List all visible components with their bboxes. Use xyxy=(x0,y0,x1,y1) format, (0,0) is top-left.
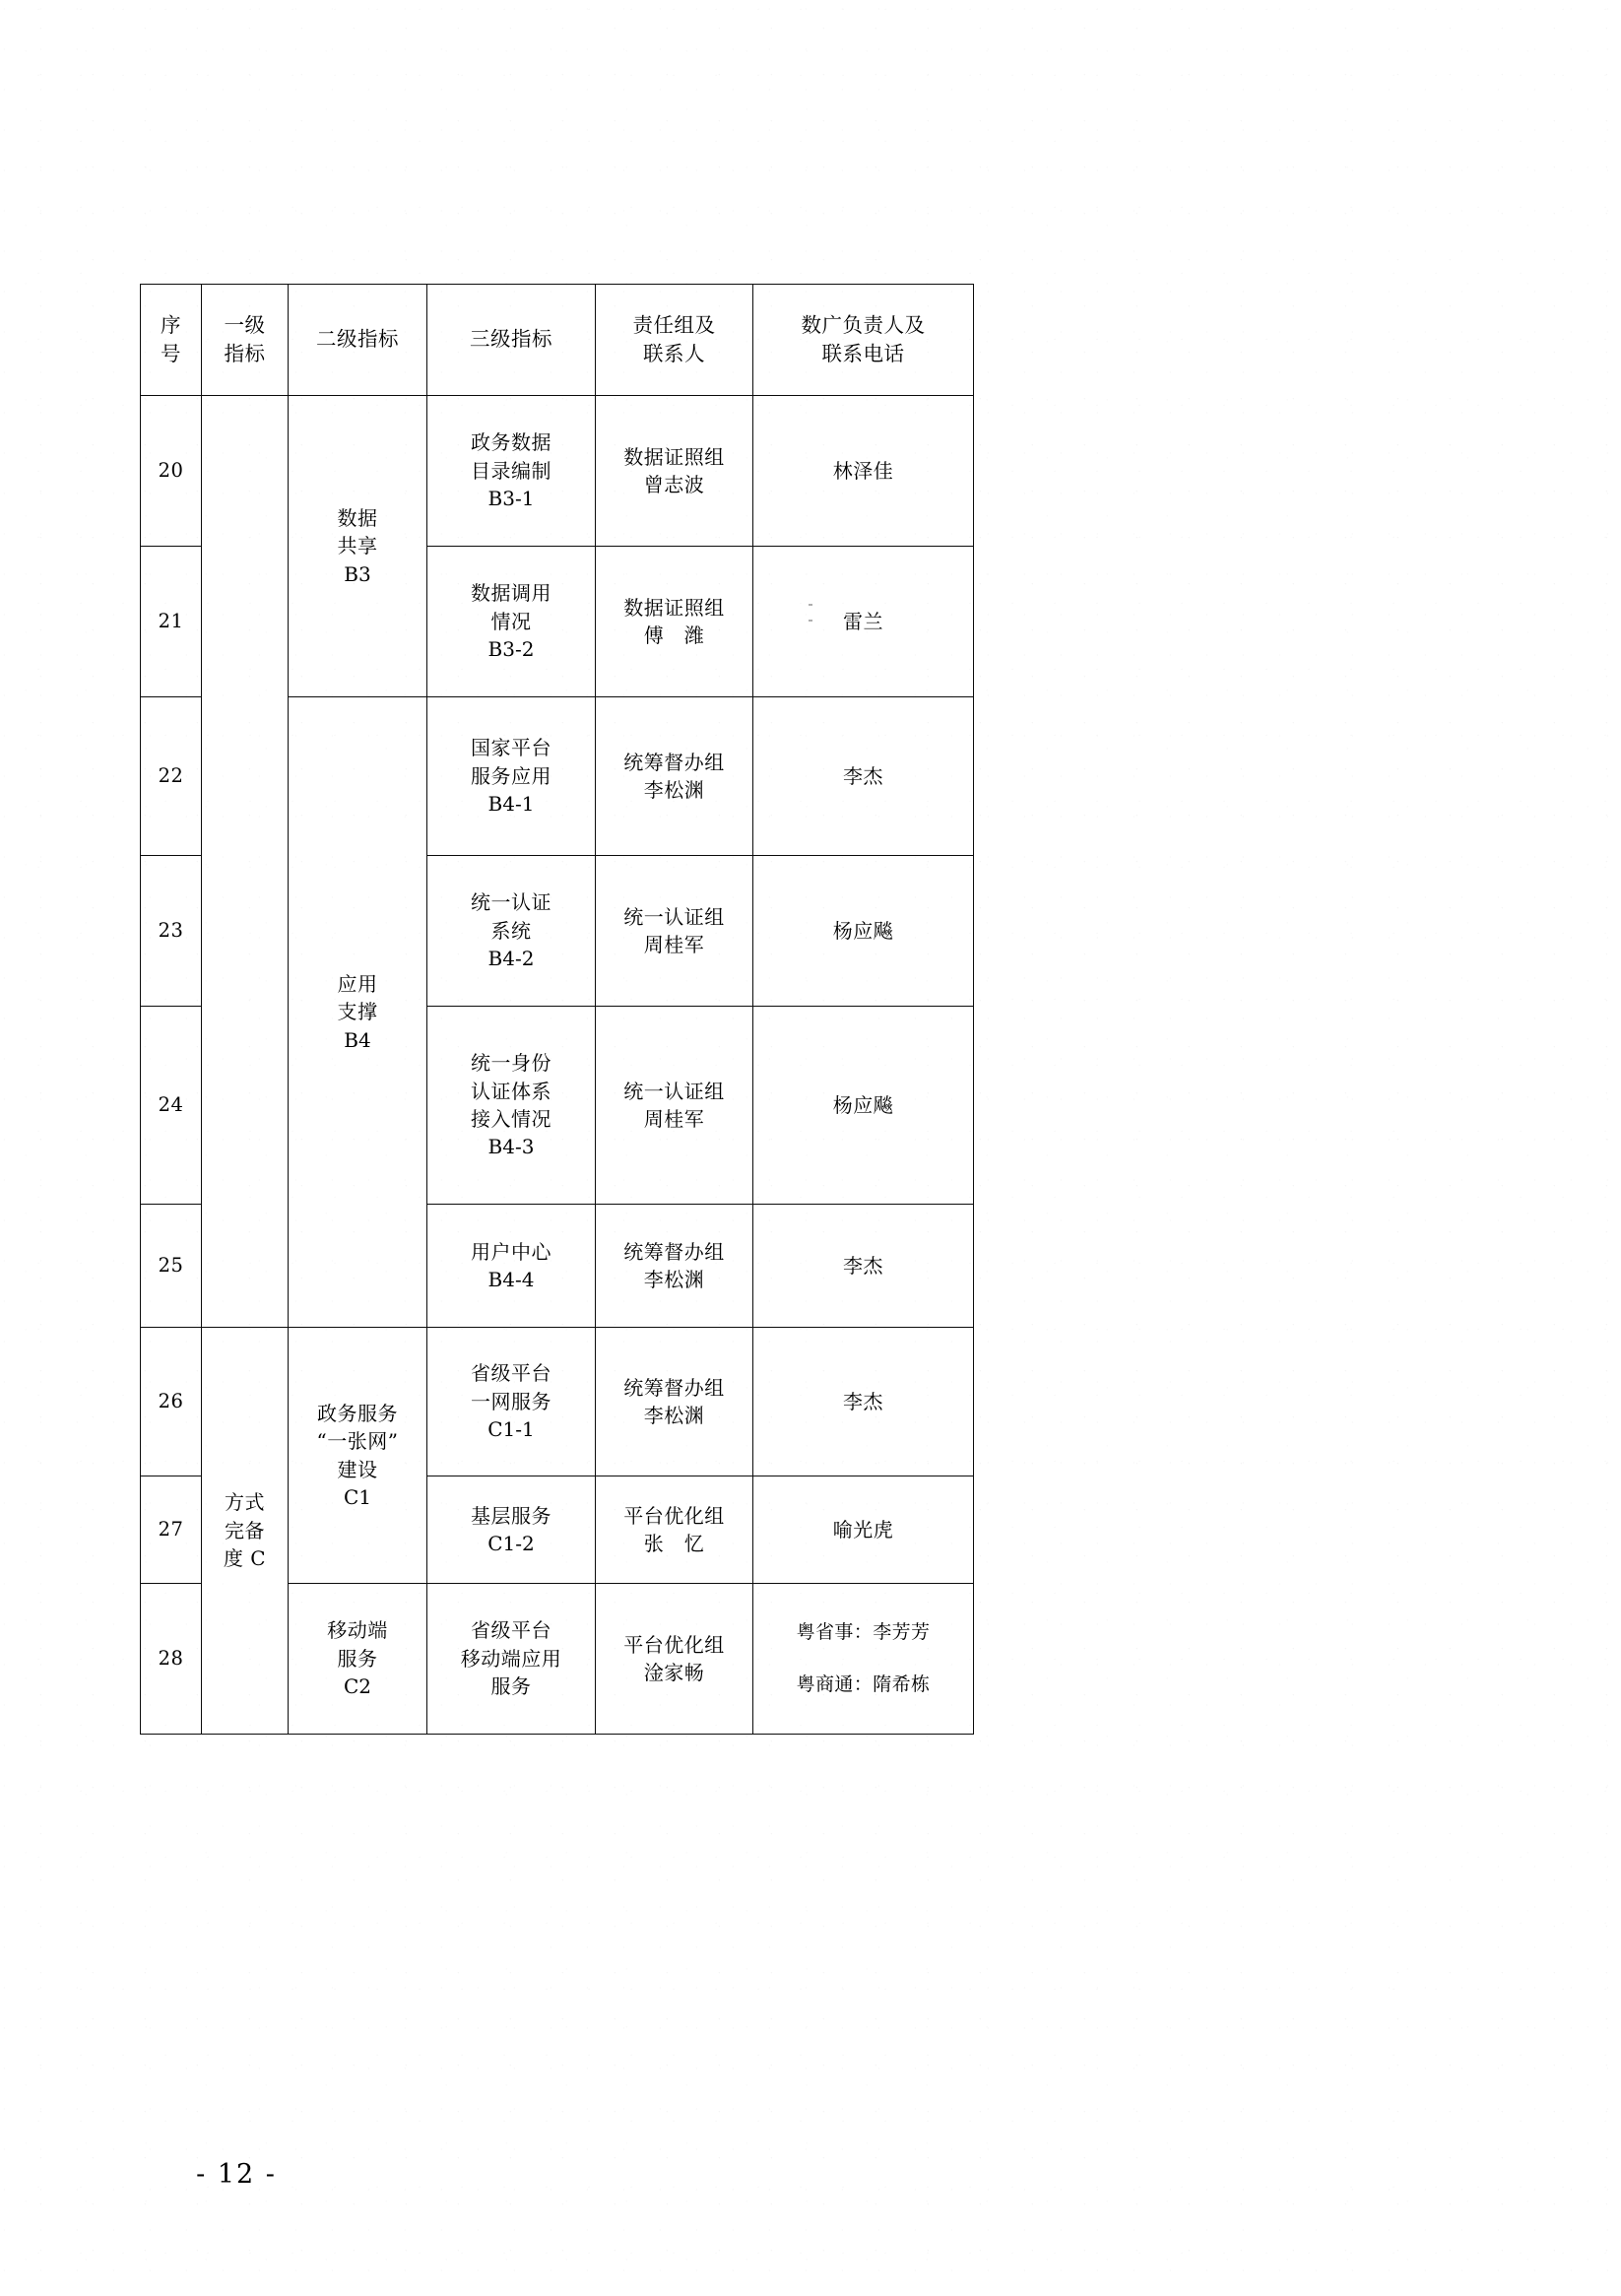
cell-team xyxy=(596,1328,753,1476)
cell-level3 xyxy=(427,1328,596,1476)
team-line-2: 曾志波 xyxy=(643,473,705,496)
level3-line-1: 省级平台 xyxy=(471,1361,551,1386)
level3-line-2: 情况 xyxy=(490,609,532,633)
cell-owner xyxy=(753,1007,974,1205)
team-line-2: 淦家畅 xyxy=(643,1661,705,1684)
page-number: - 12 - xyxy=(196,2159,277,2190)
cell-seq: 26 xyxy=(141,1328,202,1476)
cell-owner xyxy=(753,1205,974,1328)
level2-line-1: 政务服务 xyxy=(317,1401,398,1425)
level2-line-2: 服务 xyxy=(337,1646,378,1671)
level3-line-1: 政务数据 xyxy=(471,430,551,455)
owner-line-1: 杨应飚 xyxy=(832,918,894,943)
cell-seq: 24 xyxy=(141,1007,202,1205)
owner-line-2: 粤商通：隋希栋 xyxy=(796,1673,931,1695)
cell-level2 xyxy=(289,1584,427,1735)
team-line-1: 统筹督办组 xyxy=(623,1239,725,1264)
cell-owner xyxy=(753,396,974,547)
cell-team xyxy=(596,396,753,547)
cell-level1 xyxy=(202,1328,289,1735)
cell-level3 xyxy=(427,1476,596,1584)
cell-level3 xyxy=(427,1007,596,1205)
team-line-1: 统筹督办组 xyxy=(623,1375,725,1400)
cell-owner xyxy=(753,1476,974,1584)
table-row xyxy=(141,1328,974,1476)
team-line-1: 数据证照组 xyxy=(623,444,725,469)
cell-team xyxy=(596,697,753,856)
level3-code: B3-2 xyxy=(487,637,535,662)
header-level1-line-2: 指标 xyxy=(224,342,266,365)
level2-line-2: 支撑 xyxy=(337,1000,378,1024)
header-row xyxy=(141,285,974,396)
cell-team xyxy=(596,1584,753,1735)
level3-code: B4-2 xyxy=(487,947,535,971)
header-seq-line-1: 序 xyxy=(161,312,181,337)
cell-level2 xyxy=(289,1328,427,1584)
level1-line-1: 方式 xyxy=(225,1490,265,1515)
header-level3-line-1: 三级指标 xyxy=(470,327,552,352)
scan-artifact-speck xyxy=(809,604,811,625)
column-header-level3 xyxy=(427,285,596,396)
header-owner-line-2: 联系电话 xyxy=(821,342,905,365)
level3-code: C1-1 xyxy=(487,1417,535,1442)
cell-seq: 27 xyxy=(141,1476,202,1584)
cell-level3 xyxy=(427,697,596,856)
team-line-1: 统一认证组 xyxy=(623,904,725,929)
level3-line-2: 服务应用 xyxy=(471,763,551,788)
level3-line-1: 国家平台 xyxy=(471,736,551,760)
cell-seq: 21 xyxy=(141,547,202,697)
cell-level3 xyxy=(427,547,596,697)
level3-line-2: 一网服务 xyxy=(471,1389,551,1413)
table-row xyxy=(141,396,974,547)
team-line-2: 周桂军 xyxy=(643,933,705,956)
level2-line-2: 共享 xyxy=(337,534,378,558)
cell-level1-empty xyxy=(202,396,289,1328)
level3-line-3: 接入情况 xyxy=(471,1107,551,1131)
level3-code: C1-2 xyxy=(487,1532,535,1555)
level2-line-1: 数据 xyxy=(337,505,378,530)
cell-level3 xyxy=(427,856,596,1007)
level3-line-1: 基层服务 xyxy=(471,1503,551,1528)
column-header-level2 xyxy=(289,285,427,396)
cell-level3 xyxy=(427,1205,596,1328)
level3-line-2: 系统 xyxy=(490,918,532,943)
level2-code: B3 xyxy=(344,561,371,586)
team-line-2: 傅 潍 xyxy=(643,623,705,647)
owner-line-1: 粤省事：李芳芳 xyxy=(796,1621,931,1644)
cell-owner xyxy=(753,1328,974,1476)
team-line-1: 统一认证组 xyxy=(623,1079,725,1103)
level2-line-1: 移动端 xyxy=(327,1618,388,1643)
indicator-table xyxy=(140,284,974,1735)
cell-level3 xyxy=(427,1584,596,1735)
cell-owner xyxy=(753,856,974,1007)
cell-level2 xyxy=(289,396,427,697)
header-team-line-2: 联系人 xyxy=(643,342,705,365)
level3-line-2: 认证体系 xyxy=(471,1079,551,1103)
header-team-line-1: 责任组及 xyxy=(632,312,716,337)
header-level1-line-1: 一级 xyxy=(224,312,266,337)
owner-line-1: 李杰 xyxy=(843,1253,883,1278)
team-line-1: 平台优化组 xyxy=(623,1632,725,1657)
level2-line-3: 建设 xyxy=(337,1457,378,1481)
owner-line-1: 李杰 xyxy=(843,763,883,788)
cell-level2 xyxy=(289,697,427,1328)
owner-line-1: 雷兰 xyxy=(843,609,883,633)
team-line-1: 数据证照组 xyxy=(623,595,725,620)
level2-code: C2 xyxy=(343,1674,372,1699)
table-header xyxy=(141,285,974,396)
level3-line-1: 用户中心 xyxy=(471,1239,551,1264)
team-line-2: 李松渊 xyxy=(643,1268,705,1291)
level2-code: B4 xyxy=(344,1027,371,1052)
column-header-team xyxy=(596,285,753,396)
cell-owner xyxy=(753,547,974,697)
cell-seq: 20 xyxy=(141,396,202,547)
cell-team xyxy=(596,1007,753,1205)
level3-line-1: 统一身份 xyxy=(471,1051,551,1076)
column-header-level1 xyxy=(202,285,289,396)
level2-line-2: “一张网” xyxy=(316,1429,399,1454)
team-line-2: 李松渊 xyxy=(643,1404,705,1427)
level3-code: B4-4 xyxy=(487,1268,535,1291)
level2-code: C1 xyxy=(343,1484,372,1509)
team-line-2: 李松渊 xyxy=(643,778,705,802)
owner-line-1: 杨应飚 xyxy=(832,1092,894,1117)
cell-seq: 22 xyxy=(141,697,202,856)
cell-owner xyxy=(753,1584,974,1735)
level3-code: B4-1 xyxy=(487,792,535,817)
cell-level3 xyxy=(427,396,596,547)
level1-line-2: 完备 xyxy=(225,1518,265,1542)
team-line-1: 平台优化组 xyxy=(623,1503,725,1528)
cell-team xyxy=(596,856,753,1007)
column-header-seq xyxy=(141,285,202,396)
cell-seq: 23 xyxy=(141,856,202,1007)
column-header-owner xyxy=(753,285,974,396)
level3-line-2: 移动端应用 xyxy=(460,1646,562,1671)
team-line-1: 统筹督办组 xyxy=(623,750,725,774)
table-body xyxy=(141,396,974,1735)
level3-line-1: 省级平台 xyxy=(471,1618,551,1643)
header-seq-line-2: 号 xyxy=(161,342,181,365)
level3-line-1: 统一认证 xyxy=(471,890,551,915)
cell-team xyxy=(596,547,753,697)
owner-line-1: 林泽佳 xyxy=(832,458,894,483)
level3-line-1: 数据调用 xyxy=(471,581,551,606)
header-owner-line-1: 数广负责人及 xyxy=(801,312,926,337)
team-line-2: 张 忆 xyxy=(643,1532,705,1555)
cell-team xyxy=(596,1476,753,1584)
team-line-2: 周桂军 xyxy=(643,1107,705,1131)
cell-team xyxy=(596,1205,753,1328)
level3-code: B4-3 xyxy=(487,1135,535,1159)
owner-line-1: 喻光虎 xyxy=(832,1517,894,1542)
owner-line-1: 李杰 xyxy=(843,1389,883,1413)
level2-line-1: 应用 xyxy=(337,971,378,996)
cell-seq: 28 xyxy=(141,1584,202,1735)
header-level2-line-1: 二级指标 xyxy=(316,327,399,352)
cell-seq: 25 xyxy=(141,1205,202,1328)
level3-code: B3-1 xyxy=(487,487,535,511)
level1-line-3: 度 C xyxy=(223,1546,267,1571)
indicator-table-container xyxy=(140,284,973,1735)
level3-line-3: 服务 xyxy=(490,1674,532,1699)
cell-owner xyxy=(753,697,974,856)
level3-line-2: 目录编制 xyxy=(471,458,551,483)
